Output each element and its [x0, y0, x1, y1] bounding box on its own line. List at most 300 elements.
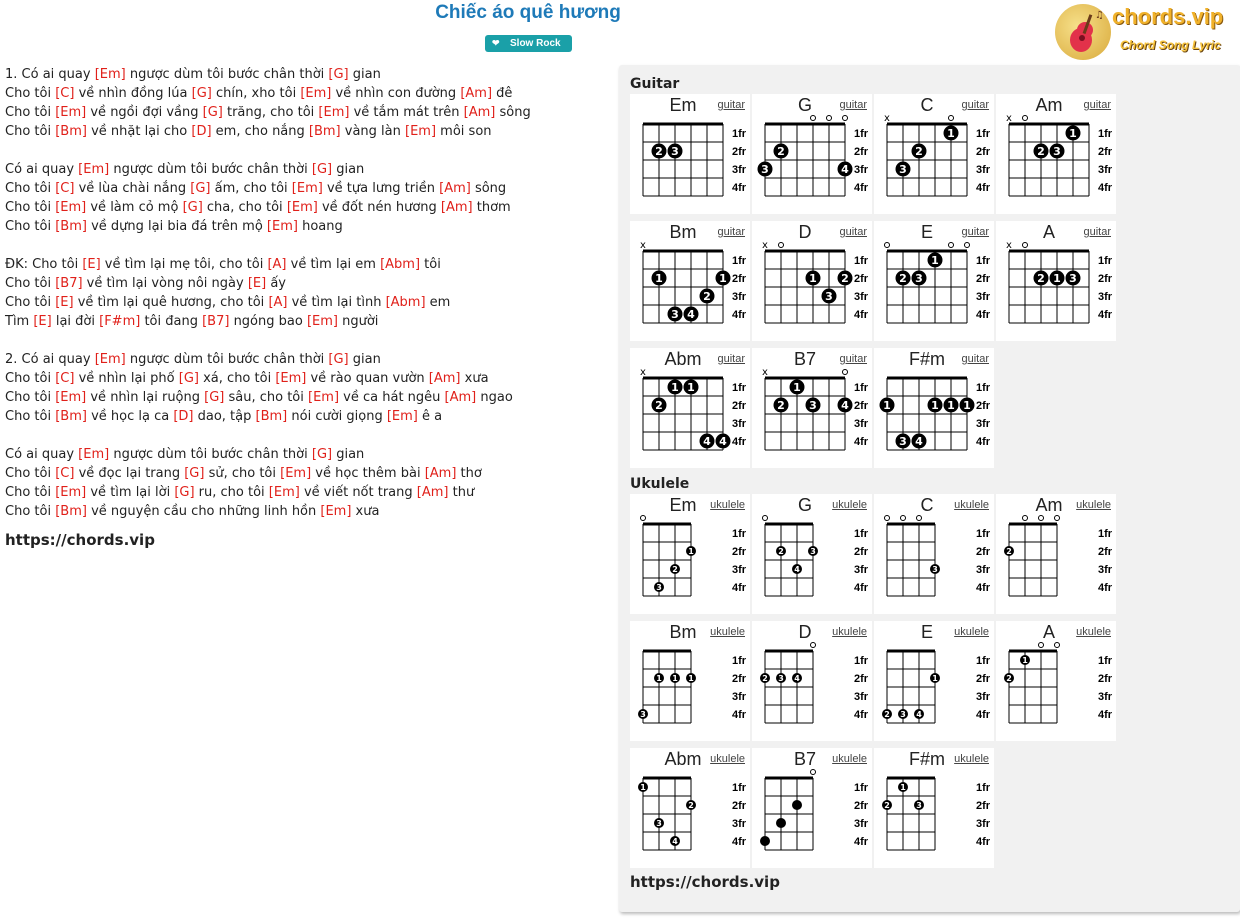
chord-tag[interactable]: [Am]: [460, 86, 493, 101]
lyric-line: [5, 217, 610, 236]
lyric-text: nói cười giọng: [287, 409, 387, 424]
fret-label: 4fr: [732, 836, 747, 848]
lyric-text: Cho tôi: [5, 504, 56, 519]
finger-number: 2: [1037, 272, 1045, 285]
ukulele-link[interactable]: ukulele: [954, 753, 989, 765]
chord-tag[interactable]: [Abm]: [385, 295, 426, 310]
fret-label: 1fr: [732, 128, 747, 140]
lyric-text: Cho tôi: [5, 105, 56, 120]
lyric-text: về rào quan vườn: [306, 371, 429, 386]
svg-text:♫: ♫: [1095, 10, 1104, 21]
fret-label: 2fr: [732, 400, 747, 412]
ukulele-link[interactable]: ukulele: [1076, 499, 1111, 511]
open-string-marker: [917, 516, 922, 521]
lyric-text: hoang: [297, 219, 343, 234]
chord-tag[interactable]: [Em]: [306, 314, 338, 329]
lyric-line: [5, 445, 610, 464]
fret-label: 2fr: [854, 146, 869, 158]
chord-diagram: [752, 94, 872, 214]
finger-number: 1: [719, 272, 727, 285]
chord-tag[interactable]: [G]: [311, 447, 333, 462]
chord-tag[interactable]: [E]: [82, 257, 101, 272]
fret-label: 1fr: [976, 655, 991, 667]
lyric-text: Cho tôi: [5, 466, 56, 481]
chord-diagram: [874, 748, 994, 868]
chord-tag[interactable]: [C]: [55, 181, 75, 196]
chord-tag[interactable]: [B7]: [202, 314, 230, 329]
fret-label: 2fr: [732, 673, 747, 685]
chord-panel: [619, 65, 1240, 912]
guitar-link[interactable]: guitar: [961, 99, 989, 111]
finger-number: 2: [762, 674, 768, 683]
finger-number: 3: [1069, 272, 1077, 285]
fret-label: 3fr: [732, 818, 747, 830]
finger-number: 4: [841, 163, 849, 176]
lyric-text: Có ai quay: [5, 447, 79, 462]
chord-name: Am: [1035, 95, 1063, 115]
finger-number: 2: [915, 145, 923, 158]
chord-diagram: [874, 221, 994, 341]
chord-name: C: [920, 495, 934, 515]
chord-tag[interactable]: [G]: [190, 181, 211, 196]
chord-tag[interactable]: [Am]: [428, 371, 461, 386]
lyric-spacer: [5, 141, 610, 160]
guitar-heading: Guitar: [630, 76, 680, 92]
chord-tag[interactable]: [D]: [191, 124, 212, 139]
fret-label: 4fr: [976, 182, 991, 194]
chord-name: B7: [793, 749, 817, 769]
site-logo[interactable]: [1052, 2, 1237, 62]
guitar-link[interactable]: guitar: [717, 99, 745, 111]
fret-label: 3fr: [976, 418, 991, 430]
chord-tag[interactable]: [G]: [311, 162, 333, 177]
fret-label: 3fr: [976, 691, 991, 703]
lyric-text: về nhìn lại ruộng: [86, 390, 205, 405]
finger-number: 1: [931, 254, 939, 267]
chord-tag[interactable]: [Bm]: [55, 219, 87, 234]
fret-label: 4fr: [854, 182, 869, 194]
open-string-marker: [811, 770, 816, 775]
lyric-text: ấy: [266, 276, 286, 291]
ukulele-link[interactable]: ukulele: [710, 753, 745, 765]
finger-number: 3: [671, 145, 679, 158]
fret-label: 2fr: [976, 673, 991, 685]
logo-text: chords.vip: [1112, 4, 1224, 29]
chord-diagram: [752, 221, 872, 341]
lyric-text: môi son: [436, 124, 492, 139]
open-string-marker: [1023, 116, 1028, 121]
fret-label: 1fr: [854, 528, 869, 540]
fret-label: 3fr: [854, 164, 869, 176]
fret-label: 2fr: [732, 146, 747, 158]
lyric-text: về dựng lại bia đá trên mộ: [86, 219, 267, 234]
fret-label: 2fr: [976, 273, 991, 285]
lyric-line: [5, 407, 610, 426]
chord-name: F#m: [909, 749, 945, 769]
fret-label: 3fr: [732, 691, 747, 703]
chord-tag[interactable]: [A]: [268, 295, 288, 310]
lyric-text: Cho tôi: [5, 390, 56, 405]
lyric-text: gian: [332, 162, 365, 177]
chord-tag[interactable]: [Bm]: [55, 124, 87, 139]
ukulele-chord-card: [996, 621, 1116, 741]
finger-number: 2: [655, 399, 663, 412]
chord-tag[interactable]: [Em]: [308, 390, 340, 405]
chord-tag[interactable]: [Em]: [94, 67, 126, 82]
ukulele-link[interactable]: ukulele: [710, 626, 745, 638]
lyric-text: về tìm lại quê hương, cho tôi: [73, 295, 269, 310]
fret-label: 2fr: [854, 800, 869, 812]
lyric-spacer: [5, 426, 610, 445]
chord-tag[interactable]: [Em]: [78, 162, 110, 177]
chord-name: Am: [1035, 495, 1063, 515]
finger-number: 3: [825, 290, 833, 303]
open-string-marker: [1023, 516, 1028, 521]
fret-label: 2fr: [976, 400, 991, 412]
fret-label: 4fr: [1098, 182, 1113, 194]
muted-string-marker: x: [640, 240, 646, 251]
lyric-text: về tìm lại mẹ tôi, cho tôi: [100, 257, 268, 272]
chord-name: G: [797, 495, 812, 515]
guitar-link[interactable]: guitar: [717, 226, 745, 238]
fret-label: 4fr: [976, 582, 991, 594]
guitar-link[interactable]: guitar: [961, 353, 989, 365]
lyric-line: [5, 312, 610, 331]
chord-tag[interactable]: [Em]: [275, 371, 307, 386]
chord-diagram: [752, 348, 872, 468]
chord-tag[interactable]: [Bm]: [55, 409, 87, 424]
finger-number: 1: [931, 399, 939, 412]
chord-tag[interactable]: [Em]: [386, 409, 418, 424]
chord-tag[interactable]: [Bm]: [255, 409, 288, 424]
fret-label: 2fr: [1098, 273, 1113, 285]
ukulele-chord-card: [996, 494, 1116, 614]
chord-tag[interactable]: [C]: [55, 371, 75, 386]
fret-label: 2fr: [732, 546, 747, 558]
guitar-link[interactable]: guitar: [961, 226, 989, 238]
fret-label: 1fr: [854, 255, 869, 267]
ukulele-chord-card: [630, 494, 750, 614]
lyric-line: [5, 198, 610, 217]
guitar-link[interactable]: guitar: [1083, 99, 1111, 111]
open-string-marker: [965, 243, 970, 248]
open-string-marker: [1039, 516, 1044, 521]
lyric-text: sâu, cho tôi: [224, 390, 309, 405]
fret-label: 1fr: [1098, 128, 1113, 140]
ukulele-link[interactable]: ukulele: [832, 753, 867, 765]
lyric-text: thơm: [472, 200, 511, 215]
chord-tag[interactable]: [G]: [178, 371, 199, 386]
chord-name: A: [1042, 222, 1055, 242]
chord-tag[interactable]: [Am]: [444, 390, 477, 405]
rhythm-label: Slow Rock: [510, 38, 561, 49]
guitar-link[interactable]: guitar: [839, 99, 867, 111]
lyric-line: [5, 502, 610, 521]
chord-tag[interactable]: [Em]: [268, 485, 300, 500]
chord-tag[interactable]: [Am]: [463, 105, 496, 120]
lyric-text: đê: [492, 86, 513, 101]
lyric-text: về nguyện cầu cho những linh hồn: [86, 504, 321, 519]
fret-label: 1fr: [732, 782, 747, 794]
open-string-marker: [1055, 516, 1060, 521]
chord-name: E: [920, 622, 933, 642]
fret-label: 3fr: [854, 564, 869, 576]
chord-tag[interactable]: [G]: [182, 200, 203, 215]
chord-name: G: [797, 95, 812, 115]
finger-number: 2: [884, 801, 890, 810]
chord-tag[interactable]: [E]: [247, 276, 267, 291]
lyric-line: [5, 388, 610, 407]
fret-label: 3fr: [1098, 691, 1113, 703]
chord-tag[interactable]: [Am]: [440, 200, 473, 215]
finger-number: 3: [932, 565, 938, 574]
chord-diagram: [752, 748, 872, 868]
chord-diagram: [630, 221, 750, 341]
chord-tag[interactable]: [Em]: [266, 219, 298, 234]
lyric-text: về nhìn con đường: [331, 86, 461, 101]
lyric-text: về học thêm bài: [311, 466, 425, 481]
muted-string-marker: x: [1006, 113, 1012, 124]
finger-dot: [792, 800, 802, 810]
ukulele-link[interactable]: ukulele: [832, 626, 867, 638]
lyric-text: gian: [348, 67, 381, 82]
chord-tag[interactable]: [G]: [204, 390, 225, 405]
fret-label: 4fr: [854, 836, 869, 848]
finger-number: 1: [1053, 272, 1061, 285]
finger-number: 2: [1037, 145, 1045, 158]
lyric-text: Có ai quay: [5, 162, 79, 177]
chord-tag[interactable]: [G]: [328, 352, 349, 367]
fret-label: 3fr: [976, 291, 991, 303]
guitar-chord-card: [630, 221, 750, 341]
lyric-text: về tìm lại tình: [287, 295, 386, 310]
chord-tag[interactable]: [Em]: [291, 181, 323, 196]
chord-tag[interactable]: [G]: [202, 105, 223, 120]
chord-diagram: [874, 348, 994, 468]
lyric-line: [5, 274, 610, 293]
ukulele-heading: Ukulele: [630, 476, 690, 492]
lyric-text: ngược dùm tôi bước chân thời: [109, 447, 312, 462]
guitar-link[interactable]: guitar: [839, 226, 867, 238]
finger-number: 2: [777, 145, 785, 158]
finger-number: 1: [1022, 656, 1028, 665]
fret-label: 4fr: [732, 709, 747, 721]
muted-string-marker: x: [1006, 240, 1012, 251]
lyric-text: Cho tôi: [5, 219, 56, 234]
open-string-marker: [827, 116, 832, 121]
finger-number: 1: [883, 399, 891, 412]
muted-string-marker: x: [884, 113, 890, 124]
ukulele-chord-card: [752, 494, 872, 614]
finger-number: 3: [778, 674, 784, 683]
fret-label: 4fr: [976, 436, 991, 448]
chord-tag[interactable]: [Am]: [424, 466, 457, 481]
chord-tag[interactable]: [F#m]: [99, 314, 141, 329]
chord-tag[interactable]: [G]: [174, 485, 195, 500]
lyric-line: [5, 103, 610, 122]
chord-diagram: [874, 621, 994, 741]
lyric-text: em, cho nắng: [211, 124, 309, 139]
lyric-text: Cho tôi: [5, 200, 56, 215]
ukulele-link[interactable]: ukulele: [954, 626, 989, 638]
chord-tag[interactable]: [D]: [173, 409, 194, 424]
fret-label: 1fr: [854, 782, 869, 794]
ukulele-link[interactable]: ukulele: [1076, 626, 1111, 638]
lyric-text: sử, cho tôi: [204, 466, 281, 481]
fret-label: 1fr: [976, 382, 991, 394]
lyric-text: sông: [495, 105, 531, 120]
fret-label: 3fr: [1098, 164, 1113, 176]
lyric-text: về ngồi đợi vầng: [86, 105, 203, 120]
open-string-marker: [885, 243, 890, 248]
lyric-text: Cho tôi: [5, 295, 56, 310]
chord-diagram: [996, 94, 1116, 214]
fret-label: 4fr: [732, 182, 747, 194]
chord-diagram: [752, 494, 872, 614]
ukulele-chord-card: [630, 748, 750, 868]
chord-tag[interactable]: [Em]: [55, 200, 87, 215]
chord-tag[interactable]: [Em]: [286, 200, 318, 215]
chord-diagram: [630, 748, 750, 868]
lyric-text: về tìm lại em: [286, 257, 381, 272]
lyric-line: [5, 350, 610, 369]
lyric-text: vàng làn: [340, 124, 406, 139]
finger-number: 3: [656, 583, 662, 592]
finger-number: 1: [963, 399, 971, 412]
open-string-marker: [1055, 643, 1060, 648]
chord-tag[interactable]: [Em]: [78, 447, 110, 462]
ukulele-link[interactable]: ukulele: [710, 499, 745, 511]
lyric-text: thơ: [456, 466, 482, 481]
site-link[interactable]: https://chords.vip: [5, 531, 155, 549]
panel-site-link[interactable]: https://chords.vip: [630, 873, 780, 891]
fret-label: 4fr: [854, 582, 869, 594]
chord-diagram: [874, 494, 994, 614]
chord-tag[interactable]: [E]: [55, 295, 74, 310]
lyric-text: ngược dùm tôi bước chân thời: [125, 352, 329, 367]
open-string-marker: [843, 116, 848, 121]
rhythm-badge[interactable]: [485, 35, 572, 52]
chord-tag[interactable]: [Em]: [320, 504, 352, 519]
fret-label: 1fr: [732, 255, 747, 267]
guitar-chord-card: [996, 221, 1116, 341]
chord-tag[interactable]: [Bm]: [308, 124, 341, 139]
chord-tag[interactable]: [C]: [55, 86, 75, 101]
fret-label: 4fr: [976, 309, 991, 321]
chord-tag[interactable]: [Em]: [318, 105, 350, 120]
fret-label: 1fr: [732, 655, 747, 667]
chord-tag[interactable]: [Em]: [280, 466, 312, 481]
finger-number: 1: [655, 272, 663, 285]
chord-tag[interactable]: [Em]: [300, 86, 332, 101]
chord-tag[interactable]: [E]: [33, 314, 52, 329]
finger-dot: [760, 836, 770, 846]
guitar-logo-icon: [1055, 4, 1111, 60]
ukulele-link[interactable]: ukulele: [832, 499, 867, 511]
chord-tag[interactable]: [Em]: [55, 390, 87, 405]
muted-string-marker: x: [640, 367, 646, 378]
fret-label: 1fr: [976, 255, 991, 267]
fret-label: 4fr: [854, 709, 869, 721]
fret-label: 2fr: [1098, 146, 1113, 158]
finger-number: 3: [899, 435, 907, 448]
open-string-marker: [763, 516, 768, 521]
guitar-link[interactable]: guitar: [717, 353, 745, 365]
chord-tag[interactable]: [Am]: [439, 181, 471, 196]
chord-tag[interactable]: [Bm]: [55, 504, 87, 519]
lyric-line: [5, 65, 610, 84]
chord-tag[interactable]: [C]: [55, 466, 75, 481]
lyric-text: về tắm mát trên: [349, 105, 464, 120]
finger-number: 3: [1053, 145, 1061, 158]
guitar-chord-card: [996, 94, 1116, 214]
fret-label: 4fr: [732, 436, 747, 448]
chord-tag[interactable]: [Em]: [55, 105, 87, 120]
finger-number: 2: [703, 290, 711, 303]
lyric-text: Cho tôi: [5, 124, 56, 139]
guitar-link[interactable]: guitar: [1083, 226, 1111, 238]
lyric-text: Cho tôi: [5, 371, 56, 386]
lyric-line: [5, 293, 610, 312]
finger-number: 4: [672, 837, 678, 846]
chord-name: Abm: [664, 749, 702, 769]
finger-dot: [776, 818, 786, 828]
fret-label: 1fr: [976, 528, 991, 540]
chord-name: Bm: [669, 622, 697, 642]
chord-tag[interactable]: [B7]: [55, 276, 83, 291]
chord-tag[interactable]: [Am]: [416, 485, 449, 500]
open-string-marker: [811, 116, 816, 121]
fret-label: 4fr: [1098, 709, 1113, 721]
chord-tag[interactable]: [G]: [184, 466, 205, 481]
fret-label: 4fr: [732, 582, 747, 594]
guitar-chord-card: [752, 94, 872, 214]
chord-tag[interactable]: [G]: [328, 67, 349, 82]
finger-number: 1: [672, 674, 678, 683]
finger-number: 2: [777, 399, 785, 412]
lyric-line: [5, 84, 610, 103]
lyric-text: người: [337, 314, 379, 329]
lyric-text: về đọc lại trang: [74, 466, 185, 481]
lyric-line: [5, 255, 610, 274]
ukulele-link[interactable]: ukulele: [954, 499, 989, 511]
lyric-text: về viết nốt trang: [299, 485, 417, 500]
guitar-chord-card: [874, 94, 994, 214]
muted-string-marker: x: [762, 367, 768, 378]
finger-number: 1: [793, 381, 801, 394]
chord-tag[interactable]: [A]: [267, 257, 287, 272]
lyric-text: về làm cỏ mộ: [86, 200, 183, 215]
chord-tag[interactable]: [Em]: [55, 485, 87, 500]
guitar-link[interactable]: guitar: [839, 353, 867, 365]
fret-label: 2fr: [1098, 673, 1113, 685]
fret-label: 3fr: [976, 564, 991, 576]
chord-tag[interactable]: [G]: [191, 86, 212, 101]
fret-label: 4fr: [1098, 309, 1113, 321]
lyric-text: về ca hát ngêu: [339, 390, 445, 405]
finger-number: 3: [671, 308, 679, 321]
chord-tag[interactable]: [Em]: [94, 352, 126, 367]
chord-tag[interactable]: [Abm]: [380, 257, 421, 272]
chord-tag[interactable]: [Em]: [405, 124, 437, 139]
finger-number: 3: [899, 163, 907, 176]
fret-label: 2fr: [976, 800, 991, 812]
lyric-text: thư: [448, 485, 475, 500]
finger-number: 4: [915, 435, 923, 448]
fret-label: 3fr: [732, 291, 747, 303]
finger-number: 2: [899, 272, 907, 285]
finger-number: 2: [778, 547, 784, 556]
